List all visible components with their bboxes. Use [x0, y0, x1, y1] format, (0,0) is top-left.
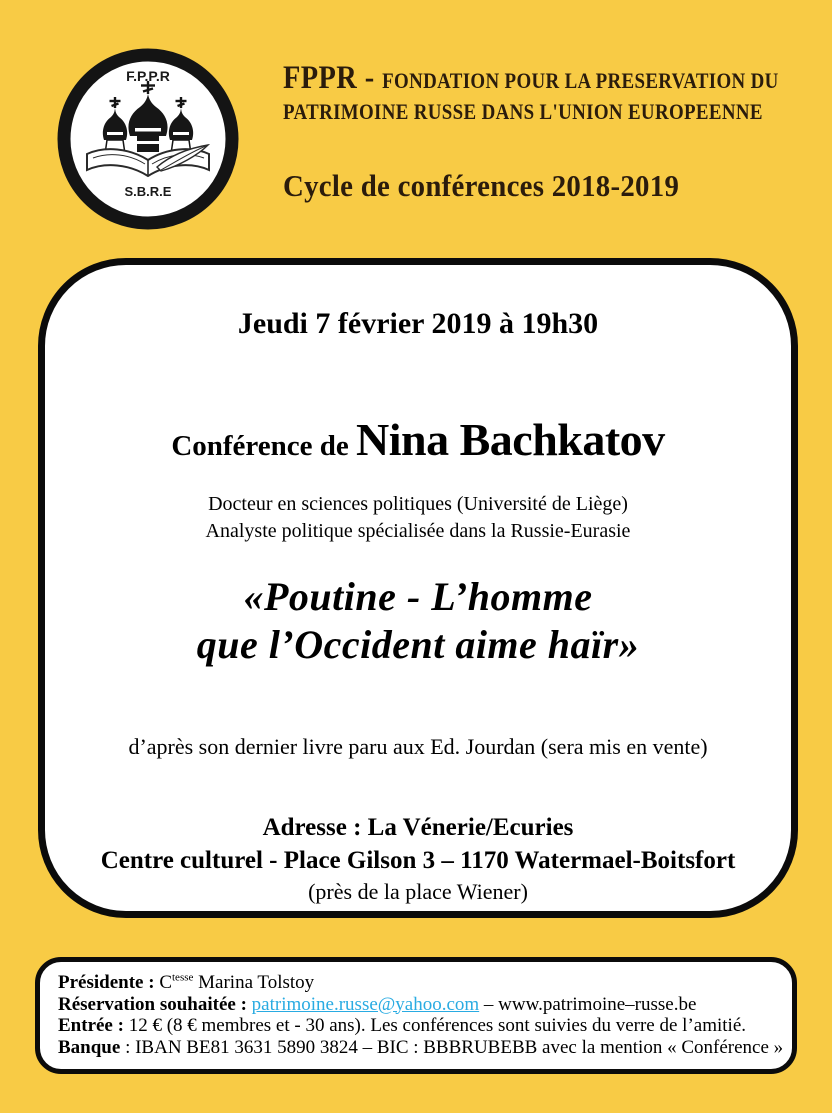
event-details-box	[38, 258, 798, 918]
conference-prefix: Conférence de	[171, 430, 357, 462]
venue-address	[45, 811, 791, 907]
entry-fee-line	[58, 1015, 780, 1037]
info-footer-box	[35, 957, 797, 1074]
website-text: – www.patrimoine–russe.be	[479, 993, 697, 1015]
talk-title-line2: que l’Occident aime haïr»	[196, 622, 640, 667]
entry-text: 12 € (8 € membres et - 30 ans). Les conférences sont suivies du verre de l’amitié.	[128, 1015, 747, 1036]
president-title-sup: tesse	[172, 971, 194, 984]
credential-line: Docteur en sciences politiques (Université de Liège)	[208, 493, 628, 515]
venue-line1: Adresse : La Vénerie/Ecuries	[262, 814, 574, 841]
bank-line	[58, 1036, 784, 1059]
fppr-logo	[57, 48, 239, 230]
entry-label: Entrée :	[58, 1015, 129, 1036]
credential-line: Analyste politique spécialisée dans la Russie-Eurasie	[205, 520, 631, 542]
president-line	[58, 972, 780, 994]
speaker-credentials	[45, 491, 791, 545]
organization-name	[283, 60, 779, 127]
speaker-name: Nina Bachkatov	[356, 414, 665, 465]
talk-title	[45, 573, 791, 669]
bank-label: Banque	[58, 1036, 121, 1058]
talk-title-line1: «Poutine - L’homme	[243, 574, 593, 619]
reservation-label: Réservation souhaitée :	[58, 993, 252, 1015]
logo-bottom-text: S.B.R.E	[124, 184, 172, 199]
president-label: Présidente :	[58, 972, 160, 993]
org-acronym: FPPR -	[283, 60, 383, 96]
president-name: Marina Tolstoy	[193, 972, 315, 993]
reservation-email-link[interactable]: patrimoine.russe@yahoo.com	[251, 993, 480, 1015]
president-title: C	[159, 972, 172, 993]
logo-top-text: F.P.P.R	[126, 68, 170, 84]
venue-line2: Centre culturel - Place Gilson 3 – 1170 Watermael-Boitsfort	[100, 847, 736, 874]
venue-line3: (près de la place Wiener)	[308, 879, 528, 904]
conference-line	[45, 413, 791, 466]
cycle-subtitle: Cycle de conférences 2018-2019	[283, 168, 680, 203]
org-line2: PATRIMOINE RUSSE DANS L'UNION EUROPEENNE	[283, 99, 763, 124]
org-line1	[283, 60, 779, 97]
org-line1-rest: FONDATION POUR LA PRESERVATION DU	[382, 68, 779, 93]
reservation-line	[58, 994, 780, 1016]
bank-text: : IBAN BE81 3631 5890 3824 – BIC : BBBRUBEBB avec la mention « Conférence »	[120, 1036, 784, 1058]
book-note: d’après son dernier livre paru aux Ed. Jourdan (sera mis en vente)	[128, 734, 708, 759]
event-date: Jeudi 7 février 2019 à 19h30	[237, 307, 599, 340]
